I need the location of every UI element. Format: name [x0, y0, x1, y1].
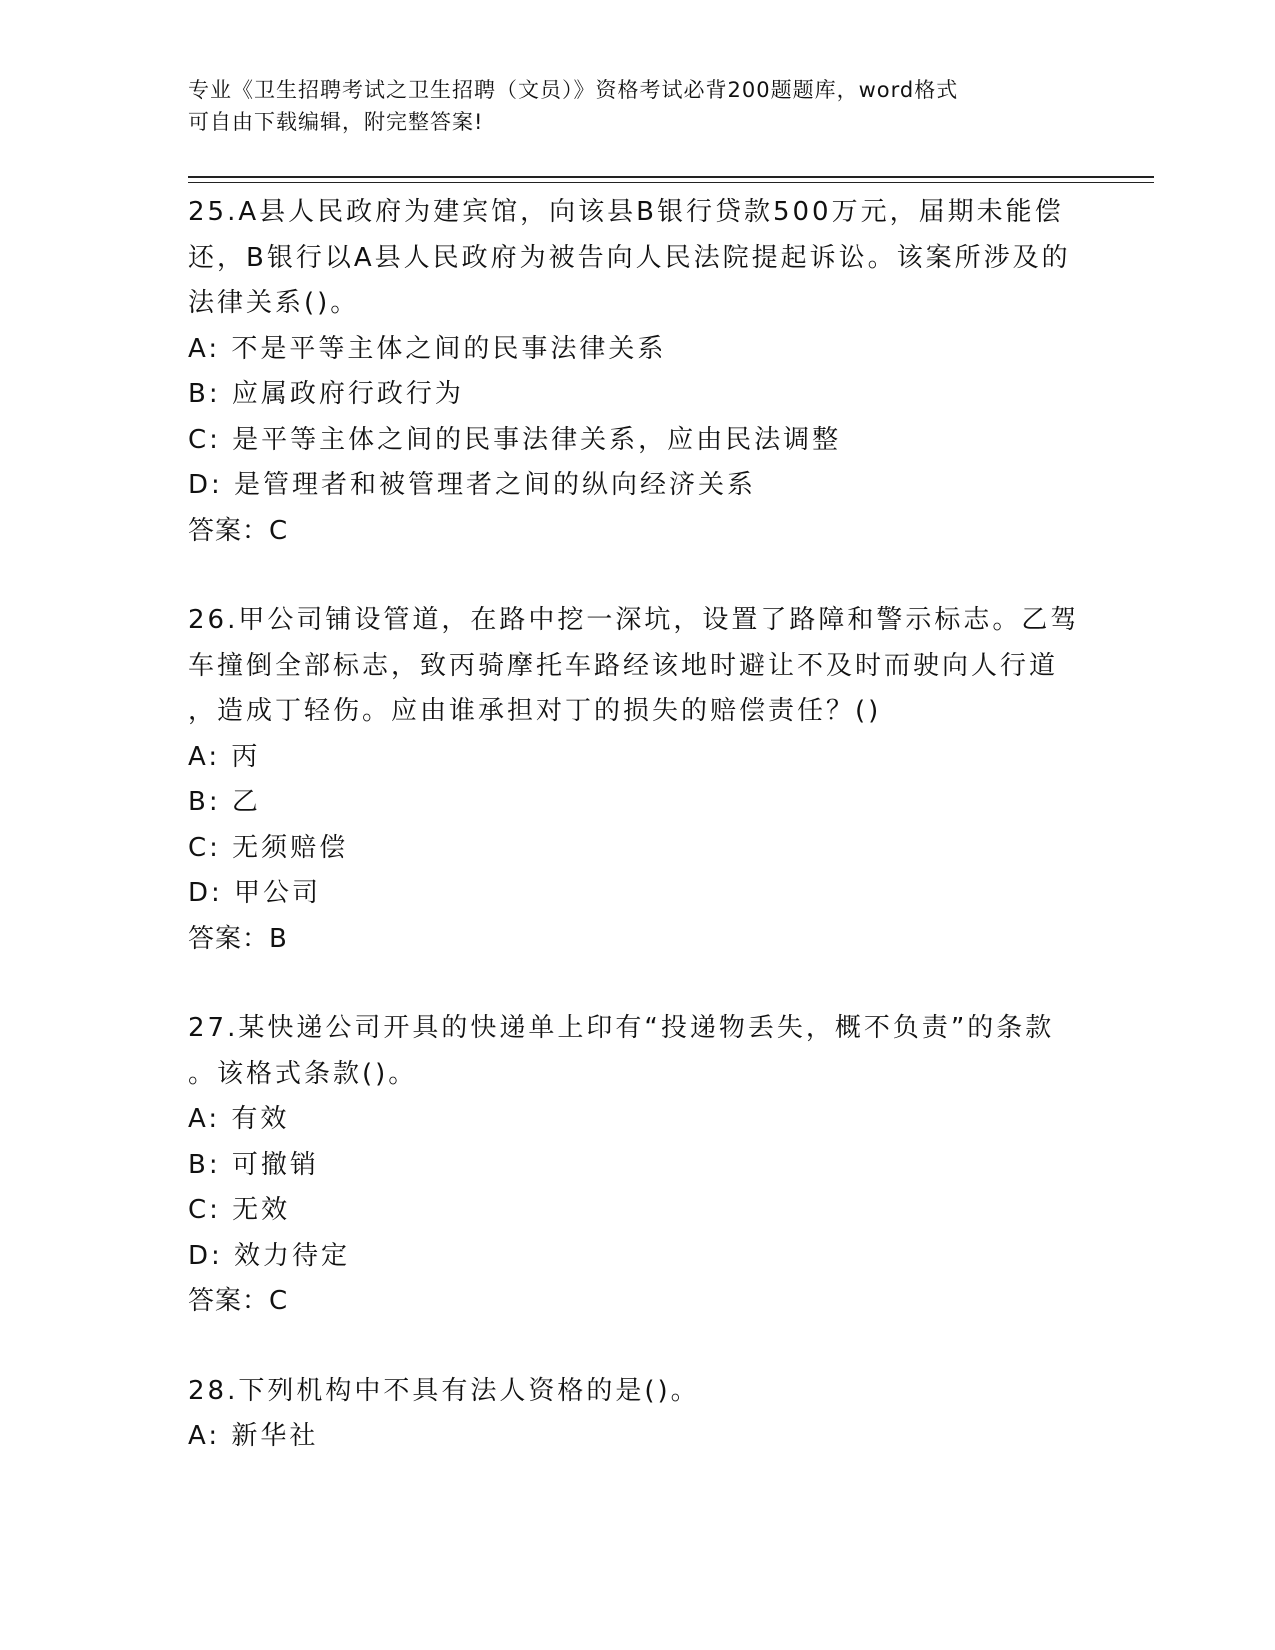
question-26 [188, 598, 1088, 962]
header-divider-thin [188, 182, 1154, 183]
option-d: D: 甲公司 [188, 878, 322, 908]
option-c: C: 无须赔偿 [188, 832, 349, 863]
option-c: C: 是平等主体之间的民事法律关系，应由民法调整 [188, 424, 842, 455]
option-b: B: 乙 [188, 787, 261, 817]
option-b: B: 可撤销 [188, 1149, 319, 1180]
header-divider [188, 176, 1154, 178]
question-25 [188, 190, 1088, 554]
option-d: D: 效力待定 [188, 1240, 351, 1271]
question-28 [188, 1369, 1088, 1460]
question-text: 25.A县人民政府为建宾馆，向该县B银行贷款500万元，届期未能偿 [188, 197, 1064, 227]
header-line-2: 可自由下载编辑，附完整答案! [188, 110, 484, 134]
option-d: D: 是管理者和被管理者之间的纵向经济关系 [188, 470, 757, 500]
question-27 [188, 1006, 1088, 1325]
option-a: A: 丙 [188, 741, 261, 772]
header-line-1: 专业《卫生招聘考试之卫生招聘（文员）》资格考试必背200题题库，word格式 [188, 78, 959, 102]
document-header [188, 74, 1068, 138]
option-c: C: 无效 [188, 1195, 291, 1225]
option-b: B: 应属政府行政行为 [188, 379, 464, 409]
question-text: 27.某快递公司开具的快递单上印有“投递物丢失，概不负责”的条款 [188, 1013, 1055, 1043]
option-a: A: 有效 [188, 1104, 290, 1134]
option-a: A: 不是平等主体之间的民事法律关系 [188, 333, 667, 364]
answer-label: 答案：C [188, 1286, 289, 1316]
answer-label: 答案：B [188, 923, 288, 954]
question-text: 28.下列机构中不具有法人资格的是()。 [188, 1375, 700, 1406]
question-text: 车撞倒全部标志，致丙骑摩托车路经该地时避让不及时而驶向人行道 [188, 650, 1059, 681]
question-text: ，造成丁轻伤。应由谁承担对丁的损失的赔偿责任？() [188, 696, 882, 726]
question-text: 。该格式条款()。 [188, 1058, 418, 1089]
question-text: 26.甲公司铺设管道，在路中挖一深坑，设置了路障和警示标志。乙驾 [188, 605, 1080, 635]
answer-label: 答案：C [188, 515, 289, 546]
question-text: 法律关系()。 [188, 288, 360, 318]
question-list [188, 190, 1088, 1504]
question-text: 还，B银行以A县人民政府为被告向人民法院提起诉讼。该案所涉及的 [188, 242, 1071, 273]
option-a: A: 新华社 [188, 1421, 319, 1451]
